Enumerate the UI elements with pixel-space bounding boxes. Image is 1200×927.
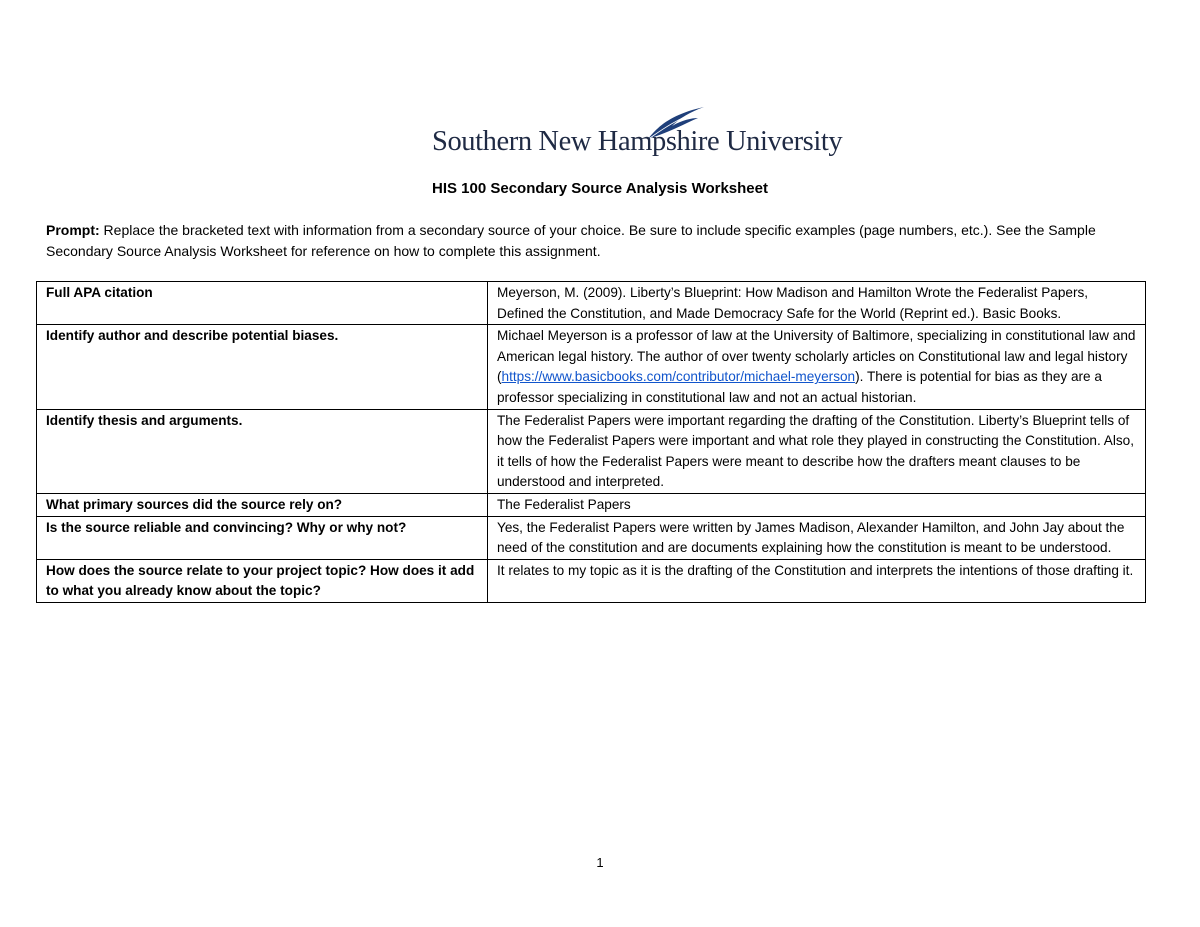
answer-text: Michael Meyerson is a professor of law at the University of Baltimore, specializing in constitutional law and American legal history. The author of over twenty scholarly articles on Constitutional law and legal history (	[497, 328, 1136, 385]
row-label: Identify author and describe potential biases.	[37, 325, 488, 409]
row-answer: It relates to my topic as it is the drafting of the Constitution and interprets the intentions of those drafting it.	[488, 559, 1146, 602]
answer-text: ). There is potential for bias as they are a professor specializing in constitutional law and not an actual historian.	[497, 369, 1102, 405]
university-logo	[432, 106, 843, 162]
table-row	[37, 516, 1146, 559]
row-answer	[488, 325, 1146, 409]
document-title: HIS 100 Secondary Source Analysis Worksheet	[432, 180, 768, 197]
table-row	[37, 282, 1146, 325]
row-answer: Yes, the Federalist Papers were written by James Madison, Alexander Hamilton, and John Jay about the need of the constitution and are documents explaining how the constitution is meant to be understood.	[488, 516, 1146, 559]
row-answer: The Federalist Papers were important regarding the drafting of the Constitution. Liberty’s Blueprint tells of how the Federalist Papers were important and what role they played in constructing the Constitution. Also, it tells of how the Federalist Papers were meant to describe how the drafters meant clauses to be understood and interpreted.	[488, 409, 1146, 493]
table-row	[37, 409, 1146, 493]
logo-wordmark: Southern New Hampshire University	[432, 126, 843, 157]
row-answer: The Federalist Papers	[488, 493, 1146, 516]
prompt-paragraph	[46, 220, 1136, 262]
row-label: Full APA citation	[37, 282, 488, 325]
worksheet-table	[36, 281, 1146, 603]
prompt-text: Replace the bracketed text with information from a secondary source of your choice. Be sure to include specific examples (page numbers, etc.). See the Sample Secondary Source Analysis Worksheet for reference on how to complete this assignment.	[46, 222, 1096, 259]
row-answer: Meyerson, M. (2009). Liberty’s Blueprint: How Madison and Hamilton Wrote the Federalist Papers, Defined the Constitution, and Made Democracy Safe for the World (Reprint ed.). Basic Books.	[488, 282, 1146, 325]
prompt-label: Prompt:	[46, 222, 100, 238]
page-number: 1	[596, 855, 604, 870]
table-row	[37, 325, 1146, 409]
row-label: Is the source reliable and convincing? Why or why not?	[37, 516, 488, 559]
row-label: Identify thesis and arguments.	[37, 409, 488, 493]
author-link[interactable]: https://www.basicbooks.com/contributor/michael-meyerson	[501, 369, 856, 385]
table-row	[37, 559, 1146, 602]
row-label: How does the source relate to your project topic? How does it add to what you already know about the topic?	[37, 559, 488, 602]
row-label: What primary sources did the source rely on?	[37, 493, 488, 516]
table-row	[37, 493, 1146, 516]
